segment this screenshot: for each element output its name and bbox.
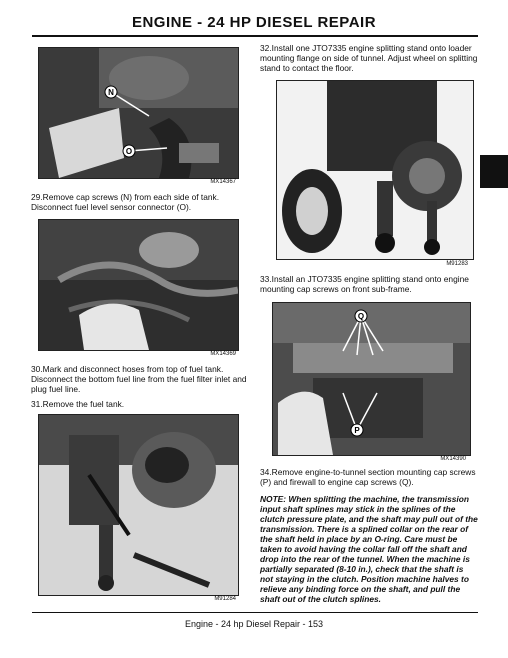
photo-engine-tunnel-cap-screws — [272, 302, 471, 456]
step-34: 34.Remove engine-to-tunnel section mounting cap screws (P) and firewall to engine cap screws (Q). — [260, 467, 476, 487]
photo-splitting-stand-loader — [276, 80, 474, 260]
figure-id: MX14369 — [210, 351, 236, 357]
figure-id: MX14367 — [210, 179, 236, 185]
callout-n: N — [108, 88, 114, 97]
footer-rule — [32, 612, 478, 613]
callout-q: Q — [357, 312, 365, 321]
page-title: ENGINE - 24 HP DIESEL REPAIR — [131, 14, 377, 31]
section-tab-marker — [480, 155, 508, 188]
step-32: 32.Install one JTO7335 engine splitting stand onto loader mounting flange on side of tunnel. Adjust wheel on splitting stand to contact the floor. — [260, 43, 478, 73]
callout-o: O — [125, 147, 133, 156]
header-rule — [32, 35, 478, 37]
figure-id: M91284 — [214, 596, 236, 602]
note-text: When splitting the machine, the transmission input shaft splines may stick in the splines of the clutch pressure plate, and the shaft may pull out of the transmission. There is a splined collar on the rear of the shaft held in place by an O-ring. Care must be taken to avoid having the collar fall off the shaft and drop into the rear of the tunnel. When the machine is partially separated (8-10 in.), check that the shaft is not staying in the clutch. Position machine halves to relieve any binding force on the shaft, and pull the shaft out of the clutch splines. — [260, 494, 478, 604]
figure-id: M91283 — [446, 261, 468, 267]
step-33: 33.Install an JTO7335 engine splitting stand onto engine mounting cap screws on front sub-frame. — [260, 274, 469, 294]
note-label: NOTE: — [260, 494, 287, 504]
figure-id: MX14390 — [440, 456, 466, 462]
step-30: 30.Mark and disconnect hoses from top of fuel tank. Disconnect the bottom fuel line from the fuel filter inlet and plug fuel line. — [31, 364, 247, 394]
callout-p: P — [354, 426, 360, 435]
page-footer: Engine - 24 hp Diesel Repair - 153 — [184, 619, 324, 629]
photo-fuel-tank-removed — [38, 414, 239, 596]
photo-fuel-tank-hoses — [38, 219, 239, 351]
photo-fuel-tank-cap-screws — [38, 47, 239, 179]
note-block — [260, 494, 478, 604]
step-29: 29.Remove cap screws (N) from each side of tank. Disconnect fuel level sensor connector (O). — [31, 192, 220, 212]
step-31: 31.Remove the fuel tank. — [31, 399, 125, 409]
